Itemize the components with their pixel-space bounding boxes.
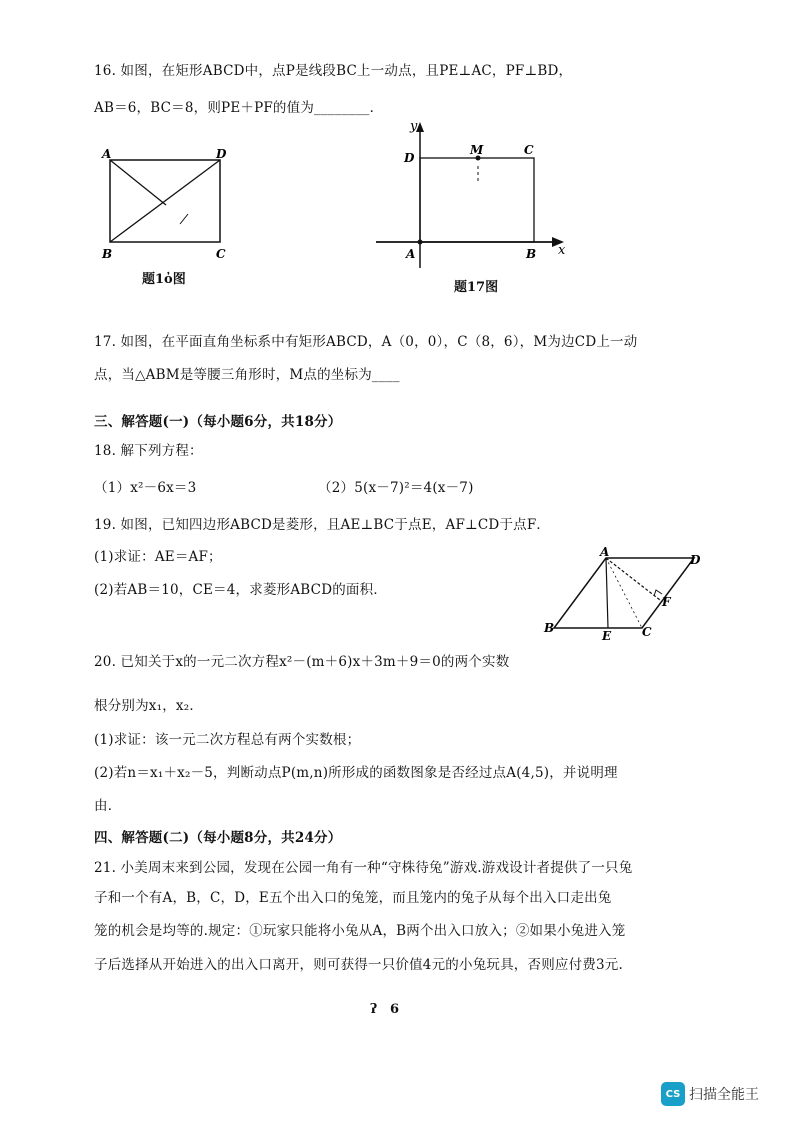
q17-line2: 点，当△ABM是等腰三角形时，M点的坐标为____: [94, 367, 400, 383]
segment-af: [606, 558, 660, 600]
q19-part1: (1)求证：AE＝AF；: [94, 549, 222, 565]
label-d: D: [216, 148, 227, 161]
figure-16: [98, 148, 238, 266]
q19-line1: 19. 如图，已知四边形ABCD是菱形，且AE⊥BC于点E，AF⊥CD于点F．: [94, 517, 551, 533]
label-d-17: D: [404, 151, 415, 165]
q18-title: 18. 解下列方程：: [94, 443, 203, 459]
segment-ac: [606, 558, 642, 628]
label-d-19: D: [690, 553, 701, 567]
q20-part2b: 由．: [94, 798, 122, 814]
label-c-17: C: [524, 143, 534, 157]
label-a: A: [102, 148, 112, 161]
label-b-19: B: [544, 621, 555, 635]
rect-abcd-17: [420, 158, 534, 242]
q20-line2: 根分别为x₁，x₂．: [94, 698, 204, 714]
q20-line1: 20. 已知关于x的一元二次方程x²－(m＋6)x＋3m＋9＝0的两个实数: [94, 654, 510, 670]
watermark-text: 扫描全能王: [689, 1087, 759, 1103]
segment-pe: [180, 214, 188, 224]
q21-line1: 21. 小美周末来到公园，发现在公园一角有一种“守株待兔”游戏.游戏设计者提供了一只兔: [94, 860, 633, 876]
q20-part2a: (2)若n＝x₁＋x₂－5，判断动点P(m,n)所形成的函数图象是否经过点A(4,5)，并说明理: [94, 765, 618, 781]
label-b: B: [102, 247, 113, 261]
page-mark: ʔ: [370, 1002, 378, 1017]
q17-line1: 17. 如图，在平面直角坐标系中有矩形ABCD，A（0，0），C（8，6），M为边CD上一动: [94, 334, 638, 350]
q18-eq2: （2）5(x－7)²＝4(x－7): [318, 480, 474, 496]
label-b-17: B: [526, 247, 537, 261]
diagonal-bd: [110, 160, 220, 242]
page-number: 6: [390, 1002, 400, 1017]
q21-line2: 子和一个有A，B，C，D，E五个出入口的兔笼，而且笼内的兔子从每个出入口走出兔: [94, 890, 612, 906]
segment-ae: [606, 558, 608, 628]
q16-line2: AB＝6，BC＝8，则PE＋PF的值为________．: [94, 100, 384, 116]
q21-line4: 子后选择从开始进入的出入口离开，则可获得一只价值4元的小兔玩具，否则应付费3元.: [94, 957, 623, 973]
figure-17: [372, 118, 582, 268]
camscanner-icon: CS: [661, 1082, 685, 1106]
label-c-19: C: [642, 625, 652, 639]
diagonal-ac: [110, 160, 166, 205]
label-e-19: E: [602, 629, 612, 643]
rhombus-abcd: [554, 558, 694, 628]
section4-heading: 四、解答题(二)（每小题8分，共24分）: [94, 830, 342, 846]
section3-heading: 三、解答题(一)（每小题6分，共18分）: [94, 414, 342, 430]
q16-line1: 16. 如图，在矩形ABCD中，点P是线段BC上一动点，且PE⊥AC，PF⊥BD，: [94, 63, 573, 79]
figure-19: [538, 544, 714, 644]
scanner-watermark: [661, 1082, 759, 1106]
fig17-caption: 题17图: [454, 280, 499, 295]
label-y: y: [410, 119, 418, 134]
fig16-caption: 题1ὀ图: [142, 272, 186, 287]
label-m-17: M: [470, 143, 484, 157]
q18-eq1: （1）x²－6x＝3: [94, 480, 197, 496]
label-x: x: [558, 243, 566, 258]
q19-part2: (2)若AB＝10，CE＝4，求菱形ABCD的面积．: [94, 582, 388, 598]
label-c: C: [216, 247, 226, 261]
label-f-19: F: [662, 595, 671, 609]
label-a-19: A: [600, 545, 610, 559]
point-a: [418, 240, 423, 245]
label-a-17: A: [406, 247, 416, 261]
q20-part1: (1)求证：该一元二次方程总有两个实数根；: [94, 732, 361, 748]
q21-line3: 笼的机会是均等的.规定：①玩家只能将小兔从A，B两个出入口放入；②如果小兔进入笼: [94, 923, 626, 939]
right-angle-f: [654, 590, 662, 596]
